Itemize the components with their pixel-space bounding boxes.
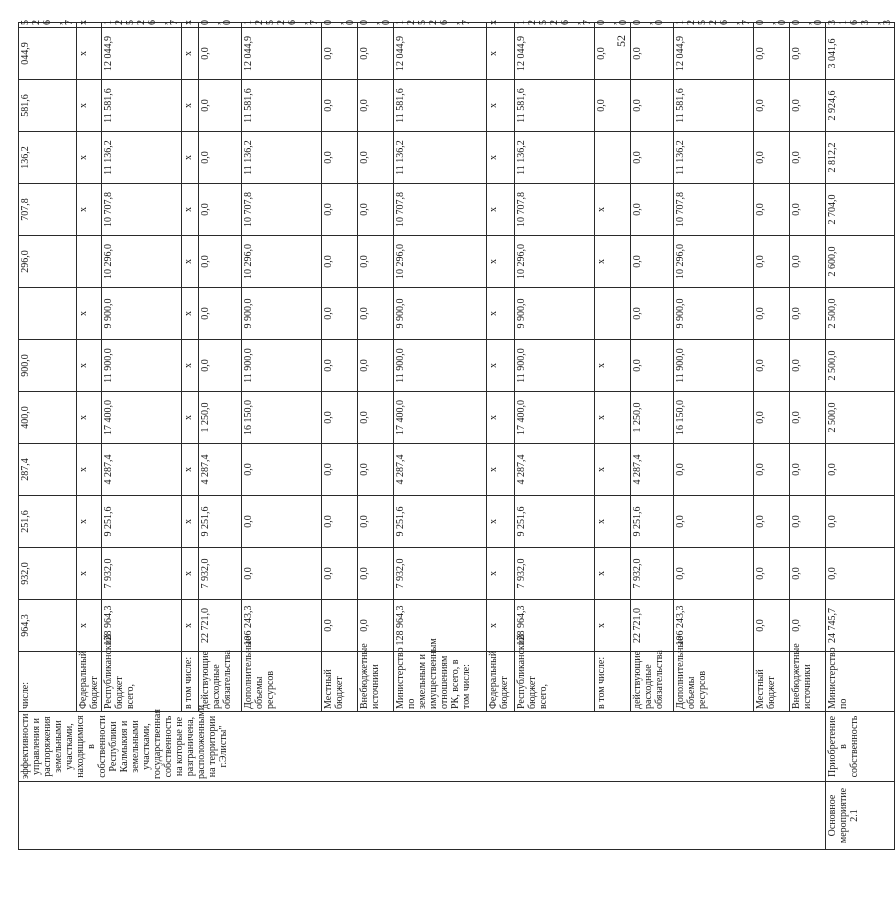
year-value-cell: x: [182, 184, 199, 236]
year-value-cell: 0,0: [631, 184, 674, 236]
year-value-cell: x: [487, 23, 515, 28]
year-value-cell: 9 251,6: [199, 496, 242, 548]
total-cell: 0,0: [790, 600, 826, 652]
year-value-cell: 0,0: [199, 132, 242, 184]
year-value-cell: x: [77, 392, 102, 444]
year-value-cell: 0,0: [754, 496, 790, 548]
year-value-cell: 0,0: [358, 28, 394, 80]
year-value-cell: 0,0: [358, 340, 394, 392]
year-value-cell: 0,0: [790, 444, 826, 496]
year-value-cell: 0,0: [199, 184, 242, 236]
year-value-cell: x: [487, 132, 515, 184]
year-value-cell: 0,0: [754, 340, 790, 392]
funding-source-label: в том числе:: [595, 652, 631, 712]
total-cell: 0,0: [754, 600, 790, 652]
table-row: [826, 23, 895, 850]
year-value-cell: x: [182, 444, 199, 496]
year-value-cell: 0,0: [322, 548, 358, 600]
year-value-cell: 0,0: [790, 80, 826, 132]
year-value-cell: 11 900,0: [102, 340, 182, 392]
funding-source-label: Республиканский бюджет всего,: [515, 652, 595, 712]
year-value-cell: x: [595, 184, 631, 236]
year-value-cell: 0,0: [754, 548, 790, 600]
year-value-cell: 2 924,6: [826, 80, 895, 132]
year-value-cell: 11 581,6: [515, 80, 595, 132]
year-value-cell: x: [487, 28, 515, 80]
year-value-cell: 0,0: [631, 340, 674, 392]
year-value-cell: 9 251,6: [515, 496, 595, 548]
year-value-cell: 9 251,6: [631, 496, 674, 548]
year-value-cell: 4 287,4: [394, 444, 487, 496]
year-value-cell: 2 704,0: [826, 184, 895, 236]
year-value-cell: 2 500,0: [826, 288, 895, 340]
year-value-cell: 0,0: [322, 184, 358, 236]
funding-source-label: числе:: [19, 652, 77, 712]
year-value-cell: 10 296,0: [242, 236, 322, 288]
year-value-cell: 0,0: [790, 23, 826, 28]
budget-table: [18, 22, 895, 850]
year-value-cell: 0,0: [790, 236, 826, 288]
year-value-cell: 581,6: [19, 80, 77, 132]
year-value-cell: x: [595, 392, 631, 444]
year-value-cell: 0,0: [790, 28, 826, 80]
year-value-cell: 0,0: [358, 496, 394, 548]
year-value-cell: x: [77, 548, 102, 600]
year-value-cell: 0,0: [358, 236, 394, 288]
year-value-cell: 2 600,0: [826, 236, 895, 288]
year-value-cell: 0,0: [790, 288, 826, 340]
year-value-cell: x: [77, 23, 102, 28]
year-value-cell: 11 900,0: [515, 340, 595, 392]
year-value-cell: 0,0: [790, 340, 826, 392]
year-value-cell: 10 707,8: [674, 184, 754, 236]
year-value-cell: 17 400,0: [394, 392, 487, 444]
funding-source-label: Внебюджетные источники: [790, 652, 826, 712]
year-value-cell: x: [487, 444, 515, 496]
year-value-cell: x: [77, 288, 102, 340]
year-value-cell: 251,6: [19, 496, 77, 548]
year-value-cell: [595, 132, 631, 184]
year-value-cell: x: [487, 236, 515, 288]
total-cell: x: [487, 600, 515, 652]
measure-name-label: Приобретение в собственность: [826, 712, 895, 782]
year-value-cell: 0,0: [242, 496, 322, 548]
year-value-cell: x: [487, 548, 515, 600]
funding-source-label: Министерство по земельным и имущественным отношениям РК, всего, в том числе:: [394, 652, 487, 712]
total-cell: 106 243,3: [674, 600, 754, 652]
year-value-cell: 0,0: [199, 23, 242, 28]
funding-source-label: Министерство по: [826, 652, 895, 712]
year-value-cell: 0,0: [595, 28, 631, 80]
year-value-cell: x: [182, 236, 199, 288]
year-value-cell: 0,0: [199, 28, 242, 80]
year-value-cell: 0,0: [674, 444, 754, 496]
funding-source-label: Федеральный бюджет: [487, 652, 515, 712]
funding-source-label: действующие расходные обязательства: [199, 652, 242, 712]
year-value-cell: 0,0: [631, 28, 674, 80]
year-value-cell: 12 044,9: [102, 28, 182, 80]
total-cell: 128 964,3: [515, 600, 595, 652]
year-value-cell: 7 932,0: [199, 548, 242, 600]
year-value-cell: 16 150,0: [674, 392, 754, 444]
year-value-cell: 16 150,0: [242, 392, 322, 444]
total-cell: x: [77, 600, 102, 652]
year-value-cell: 707,8: [19, 184, 77, 236]
year-value-cell: 12 044,9: [674, 28, 754, 80]
year-value-cell: 9 900,0: [674, 288, 754, 340]
year-value-cell: x: [487, 184, 515, 236]
year-value-cell: 0,0: [754, 28, 790, 80]
year-value-cell: 0,0: [631, 236, 674, 288]
budget-table-body: [19, 20, 895, 850]
year-value-cell: 12 526,7: [515, 23, 595, 28]
year-value-cell: 0,0: [322, 496, 358, 548]
year-value-cell: 12 044,9: [394, 28, 487, 80]
year-value-cell: 0,0: [358, 444, 394, 496]
year-value-cell: 11 900,0: [394, 340, 487, 392]
year-value-cell: 11 900,0: [242, 340, 322, 392]
year-value-cell: 10 296,0: [515, 236, 595, 288]
year-value-cell: x: [182, 288, 199, 340]
year-value-cell: 10 707,8: [515, 184, 595, 236]
year-value-cell: 9 251,6: [394, 496, 487, 548]
total-cell: 106 243,3: [242, 600, 322, 652]
year-value-cell: 12 526,7: [242, 23, 322, 28]
year-value-cell: 0,0: [358, 23, 394, 28]
year-value-cell: x: [182, 23, 199, 28]
year-value-cell: 11 581,6: [394, 80, 487, 132]
year-value-cell: 12 526,7: [394, 23, 487, 28]
year-value-cell: x: [77, 340, 102, 392]
year-value-cell: x: [182, 28, 199, 80]
year-value-cell: 0,0: [322, 392, 358, 444]
year-value-cell: x: [182, 132, 199, 184]
year-value-cell: 0,0: [754, 80, 790, 132]
year-value-cell: x: [77, 132, 102, 184]
year-value-cell: 7 932,0: [394, 548, 487, 600]
year-value-cell: 11 581,6: [102, 80, 182, 132]
year-value-cell: 0,0: [754, 392, 790, 444]
year-value-cell: 7 932,0: [631, 548, 674, 600]
year-value-cell: 0,0: [322, 288, 358, 340]
year-value-cell: 10 707,8: [102, 184, 182, 236]
year-value-cell: 900,0: [19, 340, 77, 392]
year-value-cell: 0,0: [826, 444, 895, 496]
year-value-cell: 0,0: [595, 23, 631, 28]
total-cell: 964,3: [19, 600, 77, 652]
year-value-cell: 0,0: [199, 80, 242, 132]
funding-source-label: Внебюджетные источники: [358, 652, 394, 712]
funding-source-label: Дополнительные объемы ресурсов: [242, 652, 322, 712]
year-value-cell: 0,0: [322, 80, 358, 132]
year-value-cell: 10 296,0: [674, 236, 754, 288]
year-value-cell: x: [487, 288, 515, 340]
year-value-cell: 287,4: [19, 444, 77, 496]
year-value-cell: x: [595, 444, 631, 496]
year-value-cell: 0,0: [199, 340, 242, 392]
funding-source-label: Республиканский бюджет всего,: [102, 652, 182, 712]
year-value-cell: x: [182, 548, 199, 600]
year-value-cell: 0,0: [631, 288, 674, 340]
year-value-cell: x: [595, 340, 631, 392]
year-value-cell: 0,0: [754, 288, 790, 340]
year-value-cell: x: [182, 496, 199, 548]
funding-source-label: в том числе:: [182, 652, 199, 712]
funding-source-label: Местный бюджет: [322, 652, 358, 712]
year-value-cell: 9 251,6: [102, 496, 182, 548]
main-activity-label: Основное мероприятие 2.1: [826, 782, 895, 850]
year-value-cell: 0,0: [358, 288, 394, 340]
total-cell: 128 964,3: [102, 600, 182, 652]
year-value-cell: x: [595, 236, 631, 288]
year-value-cell: 0,0: [595, 80, 631, 132]
funding-source-label: Федеральный бюджет: [77, 652, 102, 712]
page-number: 52: [614, 35, 628, 47]
year-value-cell: 0,0: [242, 548, 322, 600]
year-value-cell: x: [182, 392, 199, 444]
year-value-cell: 0,0: [754, 184, 790, 236]
year-value-cell: 12 526,7: [102, 23, 182, 28]
year-value-cell: 400,0: [19, 392, 77, 444]
year-value-cell: 0,0: [358, 548, 394, 600]
year-value-cell: 0,0: [826, 548, 895, 600]
year-value-cell: 11 136,2: [242, 132, 322, 184]
year-value-cell: 11 581,6: [674, 80, 754, 132]
year-value-cell: x: [182, 80, 199, 132]
year-value-cell: 2 500,0: [826, 392, 895, 444]
year-value-cell: 10 296,0: [394, 236, 487, 288]
main-activity-cell: [19, 782, 826, 850]
year-value-cell: 0,0: [754, 23, 790, 28]
year-value-cell: 0,0: [322, 340, 358, 392]
year-value-cell: 0,0: [631, 23, 674, 28]
funding-source-label: Местный бюджет: [754, 652, 790, 712]
year-value-cell: 932,0: [19, 548, 77, 600]
year-value-cell: x: [77, 496, 102, 548]
year-value-cell: 044,9: [19, 28, 77, 80]
year-value-cell: x: [77, 444, 102, 496]
year-value-cell: 12 044,9: [242, 28, 322, 80]
year-value-cell: 4 287,4: [199, 444, 242, 496]
year-value-cell: 0,0: [322, 444, 358, 496]
year-value-cell: [77, 236, 102, 288]
year-value-cell: x: [77, 184, 102, 236]
total-cell: 24 745,7: [826, 600, 895, 652]
year-value-cell: 0,0: [754, 444, 790, 496]
year-value-cell: 0,0: [199, 288, 242, 340]
year-value-cell: [595, 288, 631, 340]
year-value-cell: 3 163,3: [826, 23, 895, 28]
year-value-cell: 0,0: [790, 392, 826, 444]
year-value-cell: x: [487, 496, 515, 548]
year-value-cell: 11 136,2: [102, 132, 182, 184]
year-value-cell: [19, 288, 77, 340]
year-value-cell: 9 900,0: [242, 288, 322, 340]
total-cell: 22 721,0: [199, 600, 242, 652]
year-value-cell: 1 250,0: [631, 392, 674, 444]
year-value-cell: x: [595, 496, 631, 548]
total-cell: 0,0: [322, 600, 358, 652]
measure-name-cell: эффективности управления и распоряжения земельными участками, находящимися в собственности Республики Калмыкия и земельными участками, государственная собственность на которые не разграничена, расположенными на территории г.Элисты": [19, 712, 826, 782]
year-value-cell: 7 932,0: [515, 548, 595, 600]
year-value-cell: 0,0: [199, 236, 242, 288]
year-value-cell: 2 500,0: [826, 340, 895, 392]
year-value-cell: 11 581,6: [242, 80, 322, 132]
year-value-cell: 0,0: [322, 23, 358, 28]
year-value-cell: 0,0: [826, 496, 895, 548]
year-value-cell: 0,0: [358, 80, 394, 132]
year-value-cell: 0,0: [790, 132, 826, 184]
year-value-cell: 7 932,0: [102, 548, 182, 600]
year-value-cell: 0,0: [322, 236, 358, 288]
year-value-cell: 11 136,2: [515, 132, 595, 184]
year-value-cell: 0,0: [674, 496, 754, 548]
year-value-cell: 9 900,0: [394, 288, 487, 340]
year-value-cell: 11 136,2: [674, 132, 754, 184]
year-value-cell: 0,0: [754, 132, 790, 184]
total-cell: 0,0: [358, 600, 394, 652]
year-value-cell: x: [487, 392, 515, 444]
year-value-cell: 0,0: [322, 132, 358, 184]
year-value-cell: 0,0: [322, 28, 358, 80]
year-value-cell: 1 250,0: [199, 392, 242, 444]
year-value-cell: 0,0: [242, 444, 322, 496]
year-value-cell: 0,0: [358, 392, 394, 444]
year-value-cell: 4 287,4: [631, 444, 674, 496]
year-value-cell: 296,0: [19, 236, 77, 288]
year-value-cell: x: [487, 340, 515, 392]
year-value-cell: 0,0: [790, 548, 826, 600]
year-value-cell: 10 707,8: [242, 184, 322, 236]
year-value-cell: 0,0: [358, 132, 394, 184]
year-value-cell: x: [487, 80, 515, 132]
year-value-cell: 2 812,2: [826, 132, 895, 184]
year-value-cell: 12 526,7: [674, 23, 754, 28]
year-value-cell: 10 707,8: [394, 184, 487, 236]
year-value-cell: x: [182, 340, 199, 392]
table-row: [19, 23, 77, 850]
total-cell: x: [182, 600, 199, 652]
year-value-cell: 10 296,0: [102, 236, 182, 288]
year-value-cell: 136,2: [19, 132, 77, 184]
year-value-cell: x: [77, 28, 102, 80]
year-value-cell: 12 044,9: [515, 28, 595, 80]
year-value-cell: 0,0: [790, 184, 826, 236]
total-cell: 22 721,0: [631, 600, 674, 652]
total-cell: 128 964,3: [394, 600, 487, 652]
year-value-cell: x: [595, 548, 631, 600]
year-value-cell: x: [77, 80, 102, 132]
total-cell: x: [595, 600, 631, 652]
year-value-cell: 4 287,4: [102, 444, 182, 496]
year-value-cell: 0,0: [674, 548, 754, 600]
year-value-cell: 0,0: [358, 184, 394, 236]
year-value-cell: 0,0: [631, 80, 674, 132]
year-value-cell: 9 900,0: [515, 288, 595, 340]
year-value-cell: 9 900,0: [102, 288, 182, 340]
year-value-cell: 11 136,2: [394, 132, 487, 184]
year-value-cell: 0,0: [631, 132, 674, 184]
year-value-cell: 17 400,0: [102, 392, 182, 444]
year-value-cell: 11 900,0: [674, 340, 754, 392]
year-value-cell: 3 041,6: [826, 28, 895, 80]
funding-source-label: Дополнительные объемы ресурсов: [674, 652, 754, 712]
funding-source-label: действующие расходные обязательства: [631, 652, 674, 712]
year-value-cell: 17 400,0: [515, 392, 595, 444]
year-value-cell: 526,7: [19, 23, 77, 28]
year-value-cell: 4 287,4: [515, 444, 595, 496]
year-value-cell: 0,0: [754, 236, 790, 288]
year-value-cell: 0,0: [790, 496, 826, 548]
